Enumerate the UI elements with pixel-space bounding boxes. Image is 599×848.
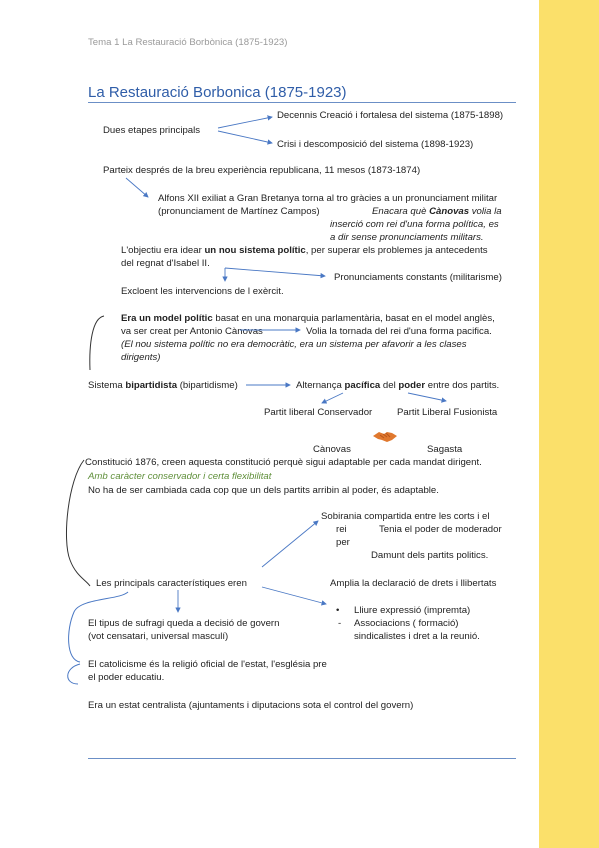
- sobirania-per: per: [336, 537, 350, 548]
- leader-sagasta: Sagasta: [427, 444, 463, 455]
- sufragi-line1: El tipus de sufragi queda a decisió de govern: [88, 618, 280, 629]
- etapa-first: Decennis Creació i fortalesa del sistema (1875-1898): [277, 110, 504, 121]
- bullet-lliure: Lliure expressió (impremta): [354, 605, 471, 616]
- sobirania-damunt: Damunt dels partits politics.: [371, 550, 489, 561]
- etapes-label: Dues etapes principals: [103, 125, 201, 136]
- model-line4: dirigents): [121, 352, 161, 363]
- objectiu-line2: del regnat d'Isabel II.: [121, 258, 210, 269]
- sobirania-rei: rei: [336, 524, 347, 535]
- leader-canovas: Cànovas: [313, 444, 351, 455]
- partit-fusionista: Partit Liberal Fusionista: [397, 407, 498, 418]
- canovas-note-line1: Enacara què Cànovas volia la: [372, 206, 502, 217]
- constitucio-line3: No ha de ser cambiada cada cop que un dels partits arribin al poder, és adaptable.: [88, 485, 439, 496]
- sistema-text: Sistema bipartidista (bipartidisme): [88, 380, 238, 391]
- model-line2: va ser creat per Antonio Cànovas: [121, 326, 263, 337]
- bullet-sindicalistes: sindicalistes i dret a la reunió.: [354, 631, 480, 642]
- exclouen-text: Excloent les intervencions de l exèrcit.: [121, 286, 284, 297]
- page-title: La Restauració Borbonica (1875-1923): [88, 84, 347, 101]
- alfons-line2: (pronunciament de Martínez Campos): [158, 206, 320, 217]
- drets-text: Amplia la declaració de drets i llibertats: [330, 578, 497, 589]
- centralista-text: Era un estat centralista (ajuntaments i diputacions sota el control del govern): [88, 700, 414, 711]
- sobirania-moderador: Tenia el poder de moderador: [379, 524, 502, 535]
- caracteristiques-label: Les principals característiques eren: [96, 578, 247, 589]
- constitucio-line2: Amb caràcter conservador i certa flexibilitat: [88, 471, 272, 482]
- catolicisme-line1: El catolicisme és la religió oficial de l'estat, l'església pre: [88, 659, 327, 670]
- model-line3: (El nou sistema polític no era democràtic, era un sistema per afavorir a les clases: [121, 339, 467, 350]
- page-header: Tema 1 La Restauració Borbònica (1875-1923): [88, 37, 288, 48]
- canovas-note-line3: a dir sense pronunciaments militars.: [330, 232, 484, 243]
- catolicisme-line2: el poder educatiu.: [88, 672, 165, 683]
- model-line1: Era un model polític basat en una monarquia parlamentària, basat en el model anglès,: [121, 313, 495, 324]
- canovas-note-line2: inserció com rei d'una forma política, es: [330, 219, 499, 230]
- pronunciaments-text: Pronunciaments constants (militarisme): [334, 272, 502, 283]
- alternanca-text: Alternança pacífica del poder entre dos partits.: [296, 380, 500, 391]
- bullet-dot: •: [336, 605, 340, 616]
- bullet-dash: -: [338, 618, 342, 629]
- etapa-second: Crisi i descomposició del sistema (1898-1923): [277, 139, 474, 150]
- bullet-associacions: Associacions ( formació): [354, 618, 459, 629]
- model-line2-right: Volia la tornada del rei d'una forma pacifica.: [306, 326, 492, 337]
- partit-conservador: Partit liberal Conservador: [264, 407, 373, 418]
- sobirania-line1: Sobirania compartida entre les corts i el: [321, 511, 490, 522]
- sufragi-line2: (vot censatari, universal masculí): [88, 631, 229, 642]
- constitucio-line1: Constitució 1876, creen aquesta constitució perquè sigui adaptable per cada mandat dirigent.: [85, 457, 482, 468]
- parteix-text: Parteix després de la breu experiència republicana, 11 mesos (1873-1874): [103, 165, 421, 176]
- objectiu-line1: L'objectiu era idear un nou sistema polític, per superar els problemes ja antecedents: [121, 245, 488, 256]
- alfons-line1: Alfons XII exiliat a Gran Bretanya torna al tro gràcies a un pronunciament militar: [158, 193, 498, 204]
